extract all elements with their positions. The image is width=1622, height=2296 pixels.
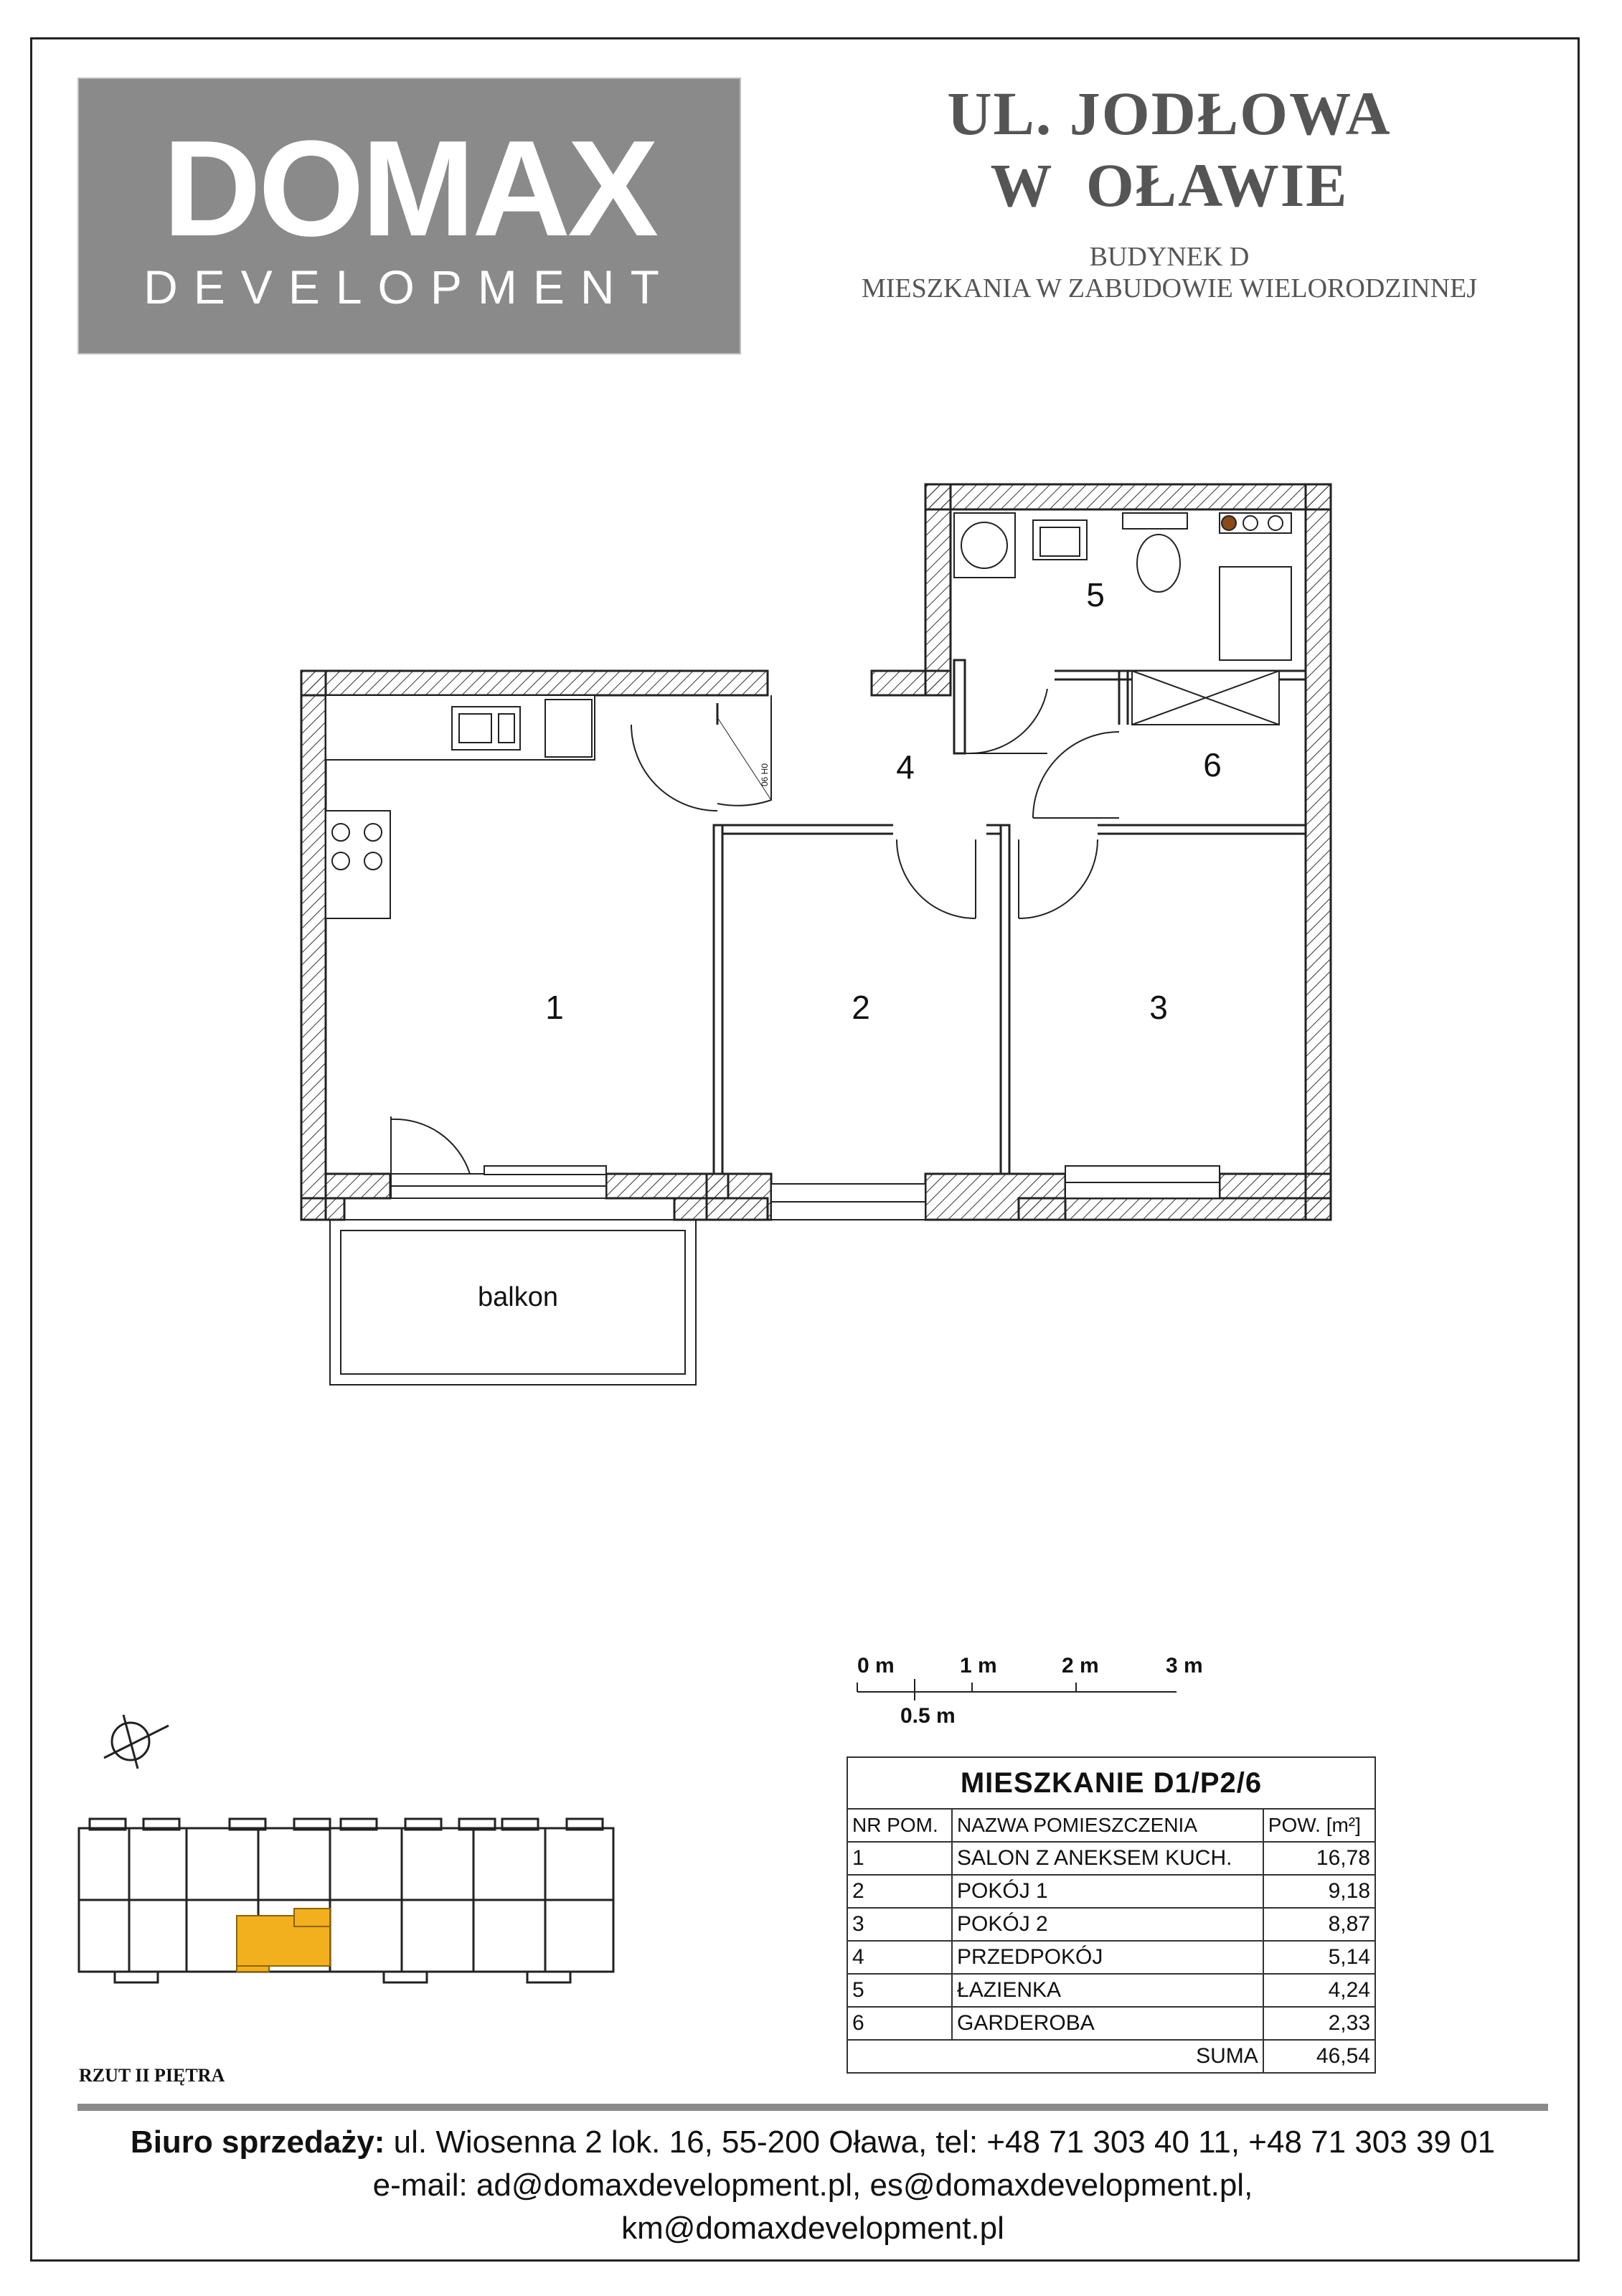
sum-label: SUMA	[847, 2040, 1263, 2073]
room-label-6: 6	[1203, 746, 1222, 784]
table-sum-row	[847, 2040, 1375, 2073]
room-label-1: 1	[545, 989, 564, 1026]
office-label: Biuro sprzedaży:	[130, 2125, 385, 2160]
table-row	[847, 1908, 1375, 1941]
row-area: 5,14	[1263, 1941, 1375, 1974]
room-table	[847, 1756, 1376, 2074]
bathroom-fixtures	[954, 513, 1291, 660]
balcony-label: balkon	[478, 1282, 558, 1312]
small-note: 06 H0	[760, 763, 770, 787]
row-area: 8,87	[1263, 1908, 1375, 1941]
table-row	[847, 1974, 1375, 2007]
building-description: MIESZKANIA W ZABUDOWIE WIELORODZINNEJ	[861, 273, 1478, 304]
row-name: POKÓJ 2	[952, 1908, 1263, 1941]
room-label-2: 2	[852, 989, 870, 1026]
row-nr: 4	[847, 1941, 952, 1974]
row-name: SALON Z ANEKSEM KUCH.	[952, 1842, 1263, 1875]
sum-value: 46,54	[1263, 2040, 1375, 2073]
table-row	[847, 1875, 1375, 1908]
north-arrow-icon	[104, 1715, 169, 1769]
row-name: GARDEROBA	[952, 2007, 1263, 2040]
city-title: W OŁAWIE	[990, 151, 1349, 220]
row-area: 16,78	[1263, 1842, 1375, 1875]
footer-divider	[77, 2104, 1548, 2111]
key-plan-caption: RZUT II PIĘTRA	[79, 2065, 225, 2086]
scale-label-1: 1 m	[960, 1654, 997, 1678]
row-name: POKÓJ 1	[952, 1875, 1263, 1908]
col-header-name: NAZWA POMIESZCZENIA	[952, 1809, 1263, 1842]
scale-label-half: 0.5 m	[900, 1704, 956, 1728]
footer	[77, 2121, 1548, 2250]
scale-label-2: 2 m	[1062, 1654, 1099, 1678]
logo-main-text: DOMAX	[162, 113, 656, 265]
key-plan-highlight	[237, 1909, 330, 1972]
scale-bar	[857, 1679, 1177, 1700]
row-name: ŁAZIENKA	[952, 1974, 1263, 2007]
col-header-area: POW. [m²]	[1263, 1809, 1375, 1842]
scale-label-0: 0 m	[857, 1654, 895, 1678]
row-name: PRZEDPOKÓJ	[952, 1941, 1263, 1974]
key-plan	[79, 1819, 613, 1982]
footer-emails-line2[interactable]: km@domaxdevelopment.pl	[621, 2211, 1004, 2246]
row-nr: 2	[847, 1875, 952, 1908]
table-row	[847, 2007, 1375, 2040]
wardrobe-fixture	[1132, 671, 1279, 725]
footer-emails-line1[interactable]: e-mail: ad@domaxdevelopment.pl, es@domaxdevelopment.pl,	[372, 2168, 1253, 2203]
row-area: 9,18	[1263, 1875, 1375, 1908]
row-nr: 6	[847, 2007, 952, 2040]
row-area: 4,24	[1263, 1974, 1375, 2007]
room-label-3: 3	[1149, 989, 1168, 1026]
table-row	[847, 1842, 1375, 1875]
scale-label-3: 3 m	[1166, 1654, 1203, 1678]
building-label: BUDYNEK D	[1089, 242, 1250, 272]
row-nr: 1	[847, 1842, 952, 1875]
row-nr: 3	[847, 1908, 952, 1941]
table-title: MIESZKANIE D1/P2/6	[847, 1757, 1375, 1809]
row-nr: 5	[847, 1974, 952, 2007]
office-text: ul. Wiosenna 2 lok. 16, 55-200 Oława, tel: +48 71 303 40 11, +48 71 303 39 01	[385, 2125, 1496, 2160]
kitchen-fixtures	[326, 695, 595, 918]
footer-office-line	[77, 2121, 1548, 2164]
row-area: 2,33	[1263, 2007, 1375, 2040]
logo-sub-text: DEVELOPMENT	[143, 260, 675, 314]
room-label-4: 4	[896, 748, 915, 786]
col-header-nr: NR POM.	[847, 1809, 952, 1842]
interior-walls	[714, 660, 1306, 1174]
street-title: UL. JODŁOWA	[947, 79, 1392, 148]
exterior-walls	[301, 484, 1331, 1220]
table-row	[847, 1941, 1375, 1974]
room-label-5: 5	[1086, 576, 1105, 613]
